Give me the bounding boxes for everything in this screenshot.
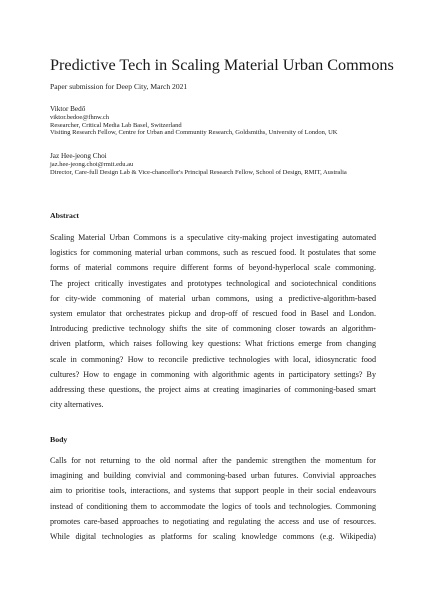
text-line: logistics for commoning material urban commons, such as rescued food. It postulates that some	[50, 248, 376, 258]
body-paragraph	[50, 453, 376, 544]
text-line: addressing these questions, the project aims at creating imaginaries of commoning-based smart	[50, 384, 376, 394]
text-line: Calls for not returning to the old normal after the pandemic strengthen the momentum for	[50, 456, 376, 465]
text-line: system emulator that orchestrates pickup and drop-off of rescued food in Basel and London.	[50, 308, 376, 318]
text-line: aim to prioritise tools, interactions, and systems that support people in their social endeavours	[50, 486, 376, 496]
abstract-heading: Abstract	[50, 211, 80, 220]
paper-subtitle: Paper submission for Deep City, March 2021	[50, 82, 188, 91]
text-line: cultures? How to engage in commoning with algorithmic agents in participatory settings? By	[50, 369, 376, 379]
text-line: scale in commoning? How to reconcile predictive technologies with local, idiosyncratic food	[50, 354, 376, 364]
body-heading: Body	[50, 435, 68, 444]
text-line: driven platform, which raises following key questions: What frictions emerge from changing	[50, 339, 376, 349]
author-email: jaz.hee-jeong.choi@rmit.edu.au	[50, 161, 134, 168]
abstract-paragraph	[50, 230, 376, 412]
author-email: viktor.bedoe@fhnw.ch	[50, 114, 109, 121]
paper-title: Predictive Tech in Scaling Material Urban Commons	[50, 56, 394, 74]
text-line: Introducing predictive technology shifts the site of commoning closer towards an algorithm-	[50, 324, 376, 334]
text-line: The project critically investigates and prototypes technological and sociotechnical conditions	[50, 278, 376, 288]
text-line: instead of conditioning them to accommodate the logics of tools and technologies. Commoning	[50, 501, 376, 511]
text-line: imagining and building convivial and commoning-based urban futures. Convivial approaches	[50, 471, 376, 481]
text-line: city alternatives.	[50, 400, 104, 410]
text-line: for city-wide commoning of material urban commons, using a predictive-algorithm-based	[50, 293, 376, 303]
author-block	[50, 105, 338, 137]
text-line: forms of material commons require different forms of beyond-hyperlocal scale commoning.	[50, 263, 376, 273]
text-line: Scaling Material Urban Commons is a speculative city-making project investigating automated	[50, 233, 376, 242]
author-affiliation: Director, Care-full Design Lab & Vice-chancellor's Principal Research Fellow, School of Design, RMIT, Australia	[50, 168, 347, 176]
author-name: Viktor Bedő	[50, 105, 86, 113]
author-affiliation: Researcher, Critical Media Lab Basel, Switzerland	[50, 121, 182, 129]
text-line: promotes care-based approaches to negotiating and regulating the access and use of resources.	[50, 516, 376, 526]
text-line: While digital technologies as platforms for scaling knowledge commons (e.g. Wikipedia)	[50, 531, 376, 541]
author-name: Jaz Hee-jeong Choi	[50, 152, 107, 160]
author-affiliation: Visiting Research Fellow, Centre for Urban and Community Research, Goldsmiths, University of London, UK	[50, 129, 338, 137]
author-block	[50, 152, 380, 176]
